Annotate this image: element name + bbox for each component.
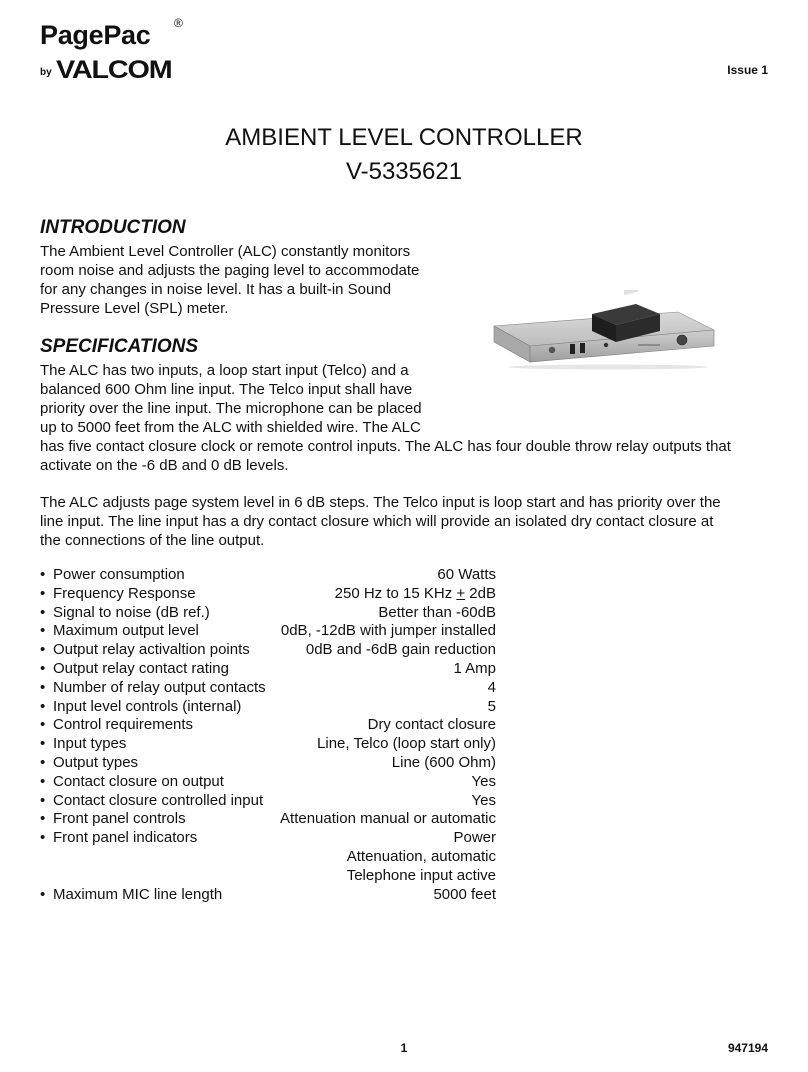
bullet: • — [40, 791, 46, 809]
bullet: • — [40, 753, 46, 771]
spec-label: Maximum output level — [53, 622, 199, 640]
bullet: • — [40, 584, 46, 602]
spec-item-front-panel-indicators — [40, 829, 496, 848]
spec-value-part: 250 Hz to 15 KHz — [334, 584, 457, 602]
bullet: • — [40, 716, 46, 734]
spec-value: 4 — [487, 678, 496, 696]
spec-value: Power — [453, 829, 496, 847]
spec-value: 0dB, -12dB with jumper installed — [280, 622, 496, 640]
text-line: activate on the -6 dB and 0 dB levels. — [40, 457, 289, 474]
issue-label: Issue 1 — [727, 63, 768, 77]
spec-value: Telephone input active — [346, 866, 496, 884]
valcom-logo: VALCOM — [56, 56, 172, 84]
spec-item-relay-contact-rating — [40, 660, 496, 679]
specifications-paragraph-2 — [40, 493, 772, 550]
spec-label: Output relay contact rating — [53, 659, 229, 677]
spec-item-maximum-output-level — [40, 622, 496, 641]
text-line: balanced 600 Ohm line input. The Telco input shall have — [40, 381, 413, 398]
spec-value: 5 — [487, 697, 496, 715]
product-photo — [488, 290, 720, 370]
spec-label: Contact closure controlled input — [53, 791, 264, 809]
spec-item-contact-closure-output — [40, 773, 496, 792]
spec-item-continuation — [40, 848, 496, 867]
text-line: line input. The line input has a dry contact closure which will provide an isolated dry contact closure at — [40, 513, 714, 530]
bullet: • — [40, 772, 46, 790]
page-number: 1 — [400, 1041, 408, 1055]
text-line: for any changes in noise level. It has a built-in Sound — [40, 281, 392, 298]
bullet: • — [40, 678, 46, 696]
spec-label: Output relay activaltion points — [53, 641, 250, 659]
brand-logo-text: PagePac — [40, 20, 151, 50]
spec-value: Better than -60dB — [378, 603, 496, 621]
spec-item-input-types — [40, 735, 496, 754]
bullet: • — [40, 885, 46, 903]
bullet: • — [40, 603, 46, 621]
spec-value: 1 Amp — [453, 659, 496, 677]
bullet: • — [40, 659, 46, 677]
spec-label: Power consumption — [53, 566, 185, 583]
spec-value: 0dB and -6dB gain reduction — [305, 641, 496, 659]
specifications-paragraph-1 — [40, 361, 772, 475]
plus-minus-symbol: + — [456, 584, 466, 602]
spec-item-power-consumption — [40, 566, 496, 585]
introduction-heading: INTRODUCTION — [40, 217, 186, 238]
spec-label: Frequency Response — [53, 584, 196, 602]
bullet: • — [40, 697, 46, 715]
registered-mark: ® — [174, 16, 183, 30]
spec-label: Number of relay output contacts — [53, 678, 266, 696]
spec-item-front-panel-controls — [40, 810, 496, 829]
spec-item-input-level-controls — [40, 698, 496, 717]
introduction-paragraph — [40, 242, 450, 318]
spec-value: 60 Watts — [437, 566, 496, 583]
text-line: The Ambient Level Controller (ALC) constantly monitors — [40, 243, 411, 260]
spec-item-relay-output-contacts — [40, 679, 496, 698]
specification-list — [40, 566, 496, 904]
spec-item-frequency-response — [40, 585, 496, 604]
spec-label: Front panel indicators — [53, 829, 198, 847]
spec-item-control-requirements — [40, 716, 496, 735]
text-line: priority over the line input. The microphone can be placed — [40, 400, 422, 417]
text-line: The ALC adjusts page system level in 6 dB steps. The Telco input is loop start and has priority over the — [40, 494, 721, 511]
bullet: • — [40, 810, 46, 828]
spec-value: Dry contact closure — [367, 716, 496, 734]
logo-by-text: by — [40, 67, 52, 78]
spec-item-max-mic-line-length — [40, 886, 496, 905]
bullet: • — [40, 829, 46, 847]
spec-value: Attenuation manual or automatic — [280, 810, 496, 828]
spec-label: Input types — [53, 735, 127, 753]
spec-item-signal-to-noise — [40, 604, 496, 623]
text-line: up to 5000 feet from the ALC with shielded wire. The ALC — [40, 419, 421, 436]
text-line: the connections of the line output. — [40, 532, 265, 549]
spec-label: Signal to noise (dB ref.) — [53, 603, 210, 621]
bullet: • — [40, 566, 46, 583]
document-number: 947194 — [727, 1041, 768, 1055]
spec-label: Front panel controls — [53, 810, 186, 828]
bullet: • — [40, 641, 46, 659]
spec-value: Yes — [471, 772, 496, 790]
spec-value: Yes — [471, 791, 496, 809]
document-title: AMBIENT LEVEL CONTROLLER — [225, 124, 583, 151]
text-line: room noise and adjusts the paging level to accommodate — [40, 262, 420, 279]
spec-label: Contact closure on output — [53, 772, 224, 790]
spec-item-continuation — [40, 867, 496, 886]
specifications-heading: SPECIFICATIONS — [40, 336, 198, 357]
spec-value — [335, 585, 496, 604]
text-line: has five contact closure clock or remote control inputs. The ALC has four double throw relay outputs that — [40, 438, 731, 455]
bullet: • — [40, 735, 46, 753]
model-number: V-5335621 — [345, 158, 463, 185]
spec-label: Maximum MIC line length — [53, 885, 223, 903]
spec-label: Output types — [53, 753, 139, 771]
spec-item-contact-closure-input — [40, 792, 496, 811]
spec-value-part: 2dB — [465, 584, 496, 602]
spec-item-relay-activation-points — [40, 641, 496, 660]
spec-label: Control requirements — [53, 716, 194, 734]
spec-value: Line (600 Ohm) — [391, 753, 496, 771]
spec-value: Attenuation, automatic — [346, 847, 496, 865]
text-line: The ALC has two inputs, a loop start input (Telco) and a — [40, 362, 409, 379]
text-line: Pressure Level (SPL) meter. — [40, 300, 229, 317]
spec-label: Input level controls (internal) — [53, 697, 242, 715]
spec-item-output-types — [40, 754, 496, 773]
spec-value: 5000 feet — [433, 885, 496, 903]
bullet: • — [40, 622, 46, 640]
spec-value: Line, Telco (loop start only) — [317, 735, 496, 753]
